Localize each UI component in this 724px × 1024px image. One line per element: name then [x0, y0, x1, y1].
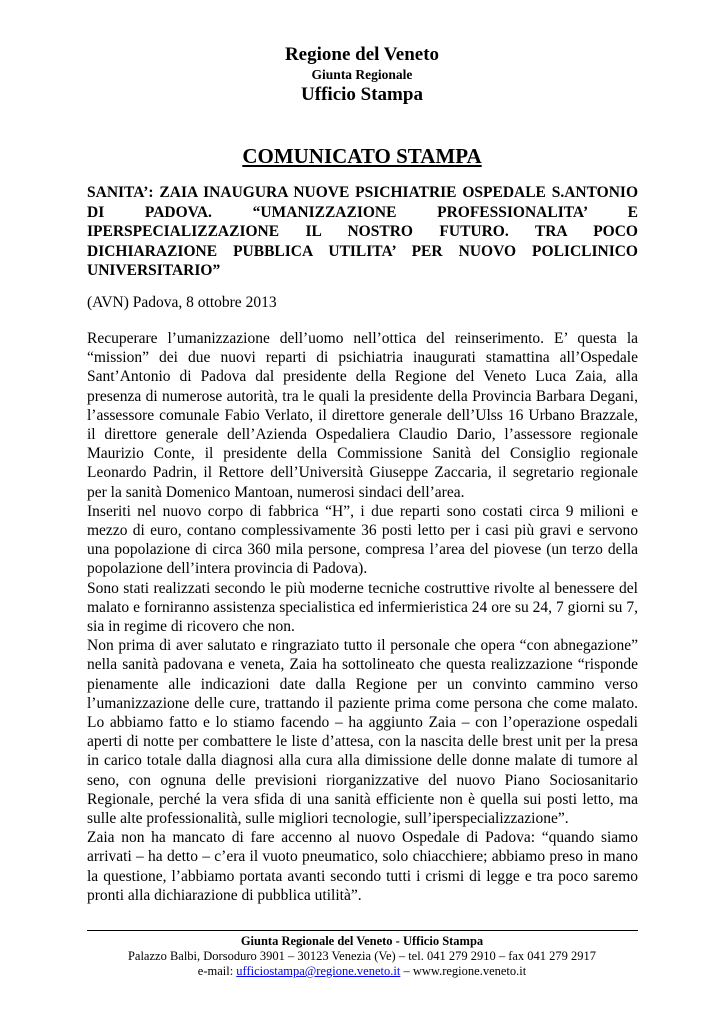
footer-title: Giunta Regionale del Veneto - Ufficio Stampa	[240, 934, 484, 948]
website-text: – www.regione.veneto.it	[400, 964, 527, 978]
dateline: (AVN) Padova, 8 ottobre 2013	[87, 294, 277, 311]
headline: SANITA’: ZAIA INAUGURA NUOVE PSICHIATRIE OSPEDALE S.ANTONIO DI PADOVA. “UMANIZZAZIONE PROFESSIONALITA’ E IPERSPECIALIZZAZIONE IL NOSTRO FUTURO. TRA POCO DICHIARAZIONE PUBBLICA UTILITA’ PER NUOVO POLICLINICO UNIVERSITARIO”	[87, 184, 638, 279]
footer-divider	[87, 930, 638, 931]
paragraph: Recuperare l’umanizzazione dell’uomo nell’ottica del reinserimento. E’ questa la “mission” dei due nuovi reparti di psichiatria inaugurati stamattina all’Ospedale Sant’Antonio di Padova dal presidente della Regione del Veneto Luca Zaia, alla presenza di numerose autorità, tra le quali la presidente della Provincia Barbara Degani, l’assessore comunale Fabio Verlato, il direttore generale dell’Ulss 16 Urbano Brazzale, il direttore generale dell’Azienda Ospedaliera Claudio Dario, l’assessore regionale Maurizio Conte, il presidente della Commissione Sanità del Consiglio regionale Leonardo Padrin, il Rettore dell’Università Giuseppe Zaccaria, il segretario regionale per la sanità Domenico Mantoan, numerosi sindaci dell’area.	[87, 330, 638, 501]
header-sub: Giunta Regionale	[311, 67, 413, 82]
paragraph: Zaia non ha mancato di fare accenno al nuovo Ospedale di Padova: “quando siamo arrivati – ha detto – c’era il vuoto pneumatico, solo chiacchiere; abbiamo preso in mano la questione, l’abbiamo portata avanti secondo tutti i crismi di legge e tra poco saremo pronti alla dichiarazione di pubblica utilità”.	[87, 829, 638, 904]
paragraph: Sono stati realizzati secondo le più moderne tecniche costruttive rivolte al benessere del malato e forniranno assistenza specialistica ed infermieristica 24 ore su 24, 7 giorni su 7, sia in regime di ricovero che non.	[87, 579, 638, 636]
footer-address: Palazzo Balbi, Dorsoduro 3901 – 30123 Venezia (Ve) – tel. 041 279 2910 – fax 041 279 2917	[127, 949, 597, 963]
paragraph: Non prima di aver salutato e ringraziato tutto il personale che opera “con abnegazione” nella sanità padovana e veneta, Zaia ha sottolineato che questa realizzazione “risponde pienamente alle indicazioni date dalla Regione per un convinto cammino verso l’umanizzazione delle cure, trattando il paziente prima come persona che come malato. Lo abbiamo fatto e lo stiamo facendo – ha aggiunto Zaia – con l’operazione ospedali aperti di notte per combattere le liste d’attesa, con la nascita delle brest unit per la presa in carico totale dalla diagnosi alla cura alla dimissione delle donne malate di tumore al seno, con ognuna delle previsioni riorganizzative del nuovo Piano Sociosanitario Regionale, perché la vera sfida di una sanità efficiente non è quella sui posti letto, ma sulle alte professionalità, sulle migliori tecnologie, sull’iperspecializzazione”.	[87, 637, 638, 828]
header-org: Regione del Veneto	[284, 44, 440, 65]
press-release-title: COMUNICATO STAMPA	[242, 144, 482, 168]
header-office: Ufficio Stampa	[301, 84, 423, 105]
footer-contact	[0, 964, 724, 979]
article-body	[87, 329, 638, 905]
email-prefix: e-mail:	[197, 964, 237, 978]
paragraph: Inseriti nel nuovo corpo di fabbrica “H”, i due reparti sono costati circa 9 milioni e mezzo di euro, contano complessivamente 36 posti letto per i casi più gravi e servono una popolazione di circa 360 mila persone, compresa l’area del piovese (un terzo della popolazione dell’intera provincia di Padova).	[87, 502, 638, 578]
email-link[interactable]: ufficiostampa@regione.veneto.it	[236, 964, 401, 978]
